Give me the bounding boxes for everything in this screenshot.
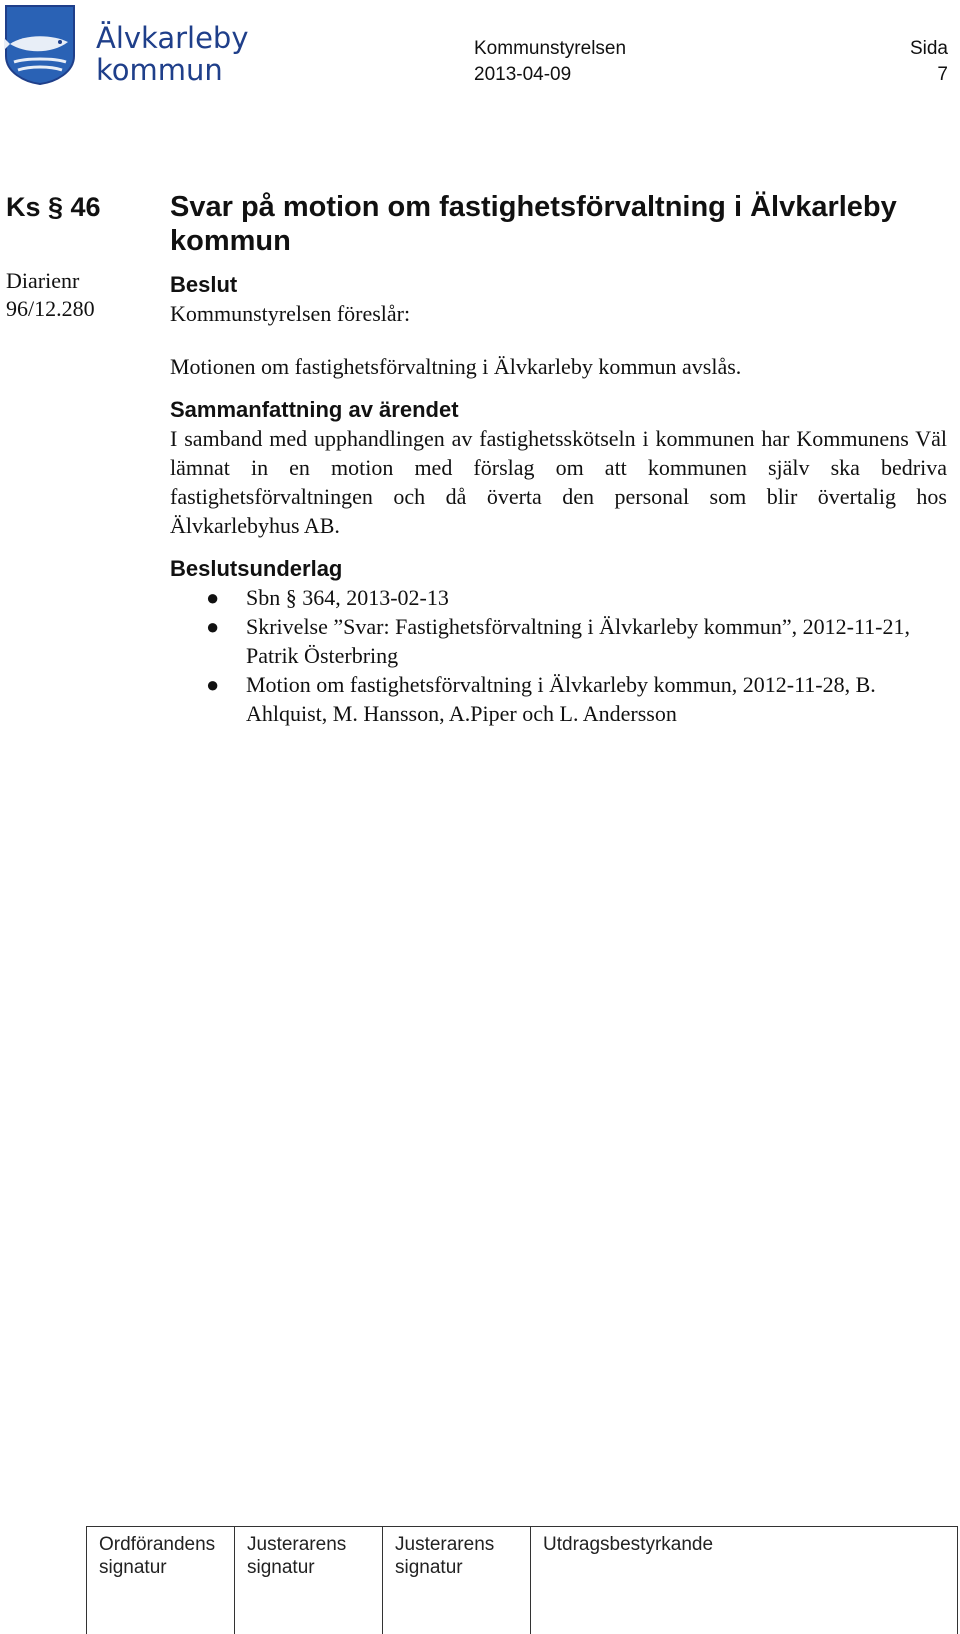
signature-cell-line-1: Justerarens: [395, 1534, 495, 1555]
header-date: 2013-04-09: [474, 64, 572, 85]
page-number: 7: [937, 64, 948, 85]
document-body: [170, 190, 947, 728]
signature-cell-line-2: signatur: [247, 1557, 315, 1578]
sammanfattning-heading: Sammanfattning av ärendet: [170, 397, 459, 422]
signature-cell-adjuster-1: [234, 1527, 382, 1634]
bullet-icon: ●: [206, 614, 220, 639]
list-item-text: Motion om fastighetsförvaltning i Älvkarleby kommun, 2012-11-28, B. Ahlquist, M. Hansson, A.Piper och L. Andersson: [246, 672, 876, 726]
logo-line-1: Älvkarleby: [96, 21, 249, 55]
paragraph-number: Ks § 46: [6, 192, 101, 222]
signature-cell-extract-certification: [530, 1527, 958, 1634]
signature-cell-line-1: Justerarens: [247, 1534, 347, 1555]
beslutsunderlag-heading: Beslutsunderlag: [170, 556, 343, 581]
page-label: Sida: [909, 38, 948, 59]
sammanfattning-text: I samband med upphandlingen av fastighetsskötseln i kommunen har Kommunens Väl lämnat in en motion med förslag om att kommunen själv ska bedriva fastighetsförvaltningen och då överta den personal som blir övertalig hos Älvkarlebyhus AB.: [170, 426, 947, 538]
signature-cell-line-2: signatur: [99, 1557, 167, 1578]
signature-table: [86, 1526, 958, 1634]
document-title: Svar på motion om fastighetsförvaltning i Älvkarleby kommun: [170, 191, 897, 257]
list-item: [0, 583, 947, 612]
beslut-text: Motionen om fastighetsförvaltning i Älvkarleby kommun avslås.: [170, 354, 742, 379]
logo-line-2: kommun: [96, 53, 223, 87]
list-item-text: Sbn § 364, 2013-02-13: [246, 585, 449, 610]
diarienr-value: 96/12.280: [6, 296, 95, 321]
list-item: [0, 612, 947, 670]
municipality-logo-text: [96, 22, 249, 86]
bullet-icon: ●: [206, 672, 220, 697]
header-organization: Kommunstyrelsen: [474, 38, 627, 59]
signature-cell-chair: [86, 1527, 234, 1634]
beslutsunderlag-list: [0, 583, 947, 728]
signature-cell-line-1: Ordförandens: [99, 1534, 216, 1555]
list-item-text: Skrivelse ”Svar: Fastighetsförvaltning i Älvkarleby kommun”, 2012-11-21, Patrik Österbring: [246, 614, 910, 668]
beslut-heading: Beslut: [170, 272, 238, 297]
municipal-coat-of-arms-icon: [4, 4, 76, 86]
signature-cell-line-1: Utdragsbestyrkande: [543, 1534, 714, 1555]
bullet-icon: ●: [206, 585, 220, 610]
list-item: [0, 670, 947, 728]
signature-cell-line-2: signatur: [395, 1557, 463, 1578]
signature-cell-adjuster-2: [382, 1527, 530, 1634]
beslut-intro: Kommunstyrelsen föreslår:: [170, 301, 411, 326]
diarienr-label: Diarienr: [6, 268, 80, 293]
